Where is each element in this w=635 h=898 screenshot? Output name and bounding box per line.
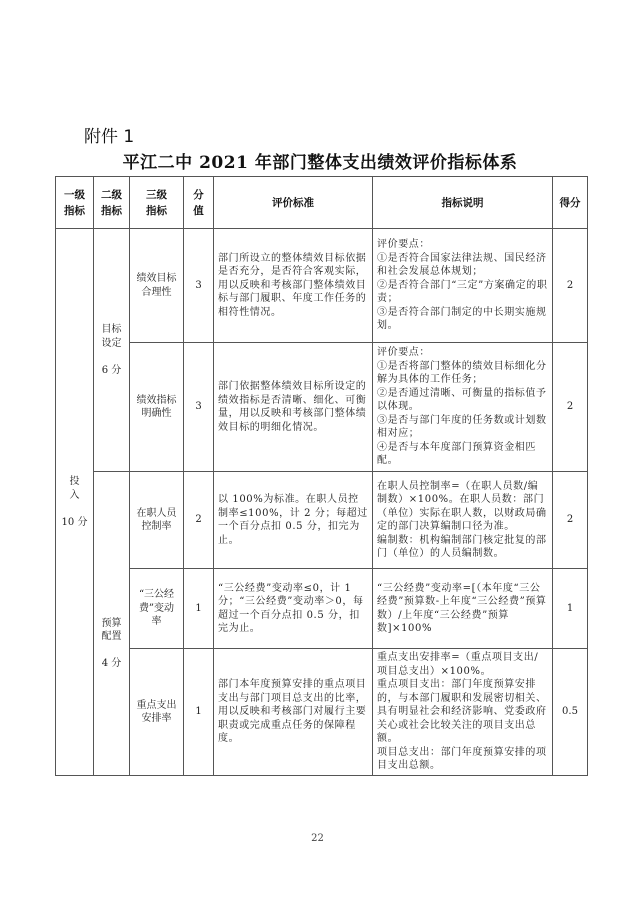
header-description: 指标说明 [373,177,553,229]
level3-cell: 在职人员 控制率 [130,472,184,569]
criteria-cell: 以 100%为标准。在职人员控制率≤100%，计 2 分；每超过一个百分点扣 0.5 分，扣完为止。 [214,472,373,569]
score-cell: 2 [553,229,588,343]
level1-cell: 投 入 10 分 [56,229,94,776]
header-score-value: 分 值 [184,177,214,229]
value-cell: 1 [184,649,214,776]
score-cell: 2 [553,343,588,472]
description-cell: 重点支出安排率=（重点项目支出/项目总支出）×100%。 重点项目支出：部门年度预算安排的，与本部门履职和发展密切相关、具有明显社会和经济影响、党委政府关心或社会比较关注的项目支出总额。 项目总支出：部门年度预算安排的项目支出总额。 [373,649,553,776]
table-row [56,569,588,649]
criteria-cell: 部门所设立的整体绩效目标依据是否充分，是否符合客观实际，用以反映和考核部门整体绩效目标与部门履职、年度工作任务的相符性情况。 [214,229,373,343]
score-cell: 0.5 [553,649,588,776]
score-cell: 1 [553,569,588,649]
criteria-cell: “三公经费”变动率≤0，计 1 分；“三公经费”变动率＞0，每超过一个百分点扣 0.5 分，扣完为止。 [214,569,373,649]
document-title: 平江二中 2021 年部门整体支出绩效评价指标体系 [122,153,518,173]
value-cell: 3 [184,229,214,343]
table-row [56,472,588,569]
value-cell: 3 [184,343,214,472]
description-cell: 评价要点： ①是否将部门整体的绩效目标细化分解为具体的工作任务； ②是否通过清晰、可衡量的指标值予以体现。 ③是否与部门年度的任务数或计划数相对应； ④是否与本年度部门预算资金相匹配。 [373,343,553,472]
header-level2: 二级 指标 [94,177,130,229]
criteria-cell: 部门本年度预算安排的重点项目支出与部门项目总支出的比率，用以反映和考核部门对履行主要职责或完成重点任务的保障程度。 [214,649,373,776]
score-cell: 2 [553,472,588,569]
description-cell: 在职人员控制率=（在职人员数/编制数）×100%。在职人员数：部门（单位）实际在职人数，以财政局确定的部门决算编制口径为准。 编制数：机构编制部门核定批复的部门（单位）的人员编制数。 [373,472,553,569]
header-criteria: 评价标准 [214,177,373,229]
value-cell: 2 [184,472,214,569]
level3-cell: 绩效指标 明确性 [130,343,184,472]
description-cell: “三公经费”变动率=[（本年度“三公经费”预算数-上年度“三公经费”预算数）/上年度“三公经费”预算数]×100% [373,569,553,649]
header-level3: 三级 指标 [130,177,184,229]
description-cell: 评价要点： ①是否符合国家法律法规、国民经济和社会发展总体规划； ②是否符合部门“三定”方案确定的职责； ③是否符合部门制定的中长期实施规划。 [373,229,553,343]
table-row [56,649,588,776]
level2-cell: 目标 设定 6 分 [94,229,130,472]
criteria-cell: 部门依据整体绩效目标所设定的绩效指标是否清晰、细化、可衡量，用以反映和考核部门整体绩效目标的明细化情况。 [214,343,373,472]
attachment-label: 附件 1 [84,127,135,147]
header-level1: 一级 指标 [56,177,94,229]
table-row [56,229,588,343]
level3-cell: 重点支出 安排率 [130,649,184,776]
level3-cell: “三公经费”变动率 [130,569,184,649]
value-cell: 1 [184,569,214,649]
table-row [56,343,588,472]
level3-cell: 绩效目标 合理性 [130,229,184,343]
level2-cell: 预算 配置 4 分 [94,472,130,776]
table-header-row [56,177,588,229]
header-score: 得分 [553,177,588,229]
page-number: 22 [311,833,324,844]
indicator-table [55,176,588,776]
